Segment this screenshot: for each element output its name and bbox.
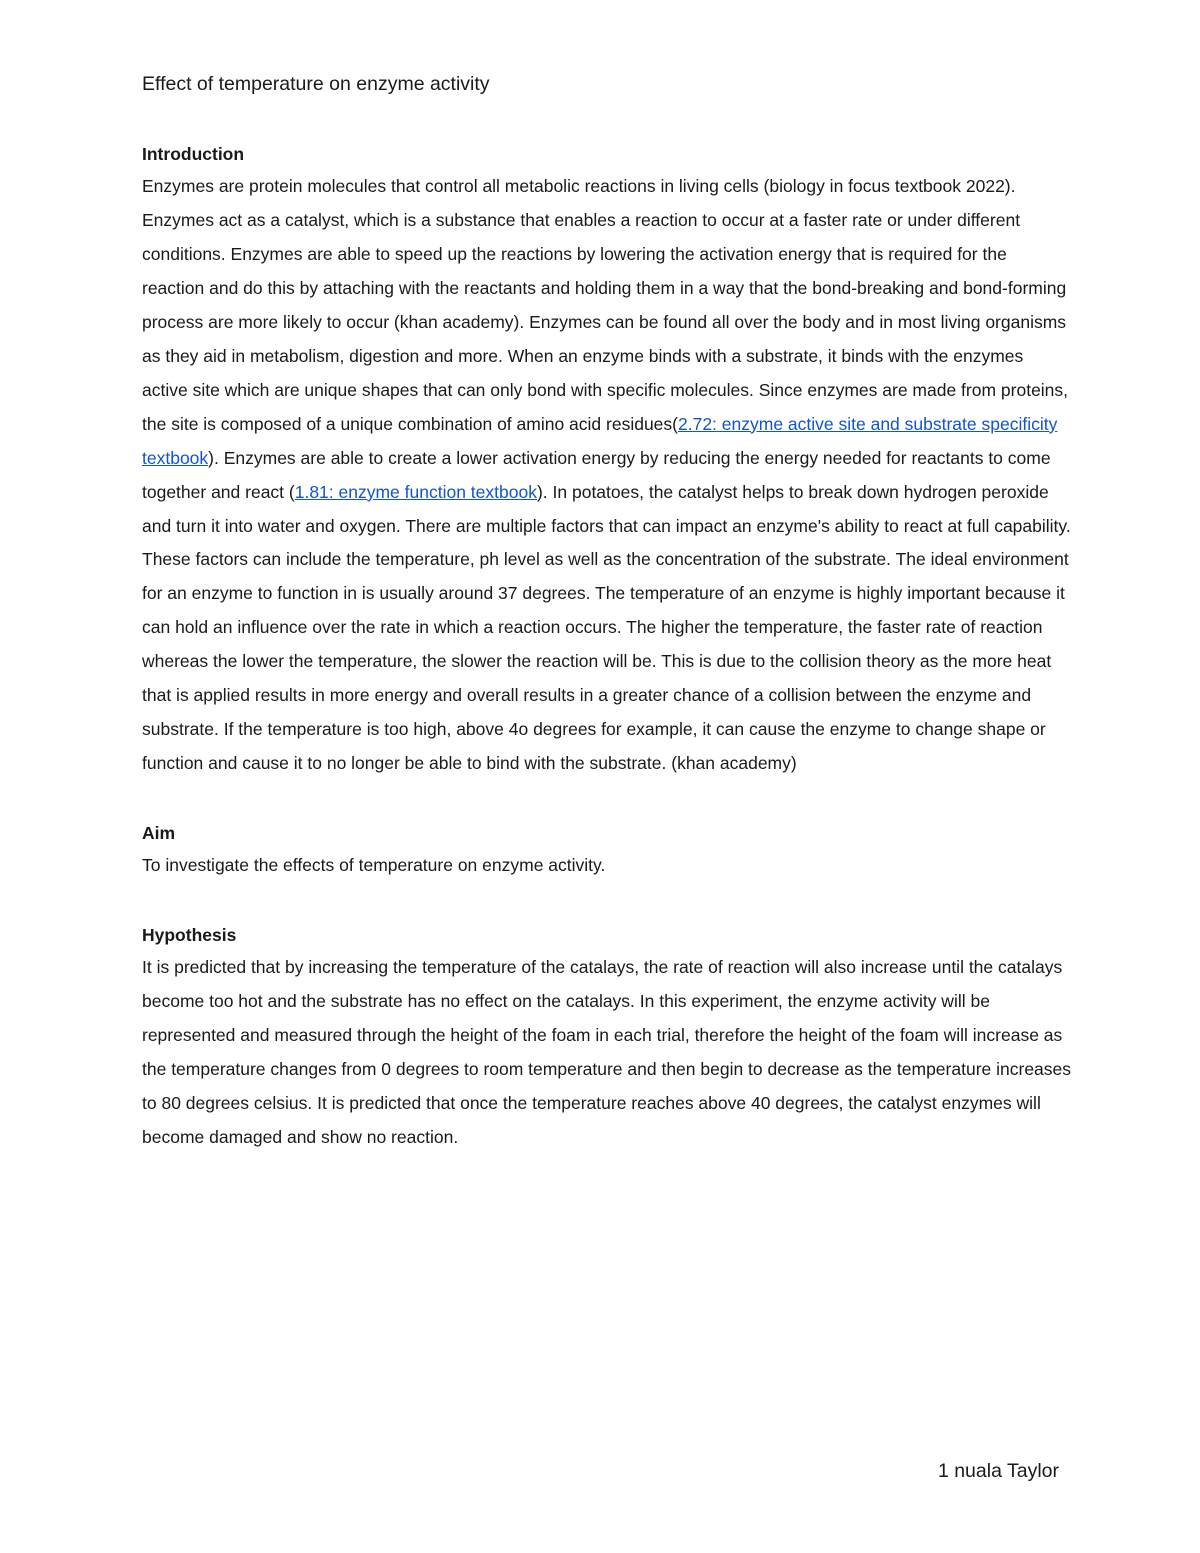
document-title: Effect of temperature on enzyme activity (142, 73, 490, 95)
aim-section (142, 815, 1072, 883)
section-spacer (142, 781, 1072, 815)
section-spacer (142, 883, 1072, 917)
introduction-text-part-3: ). In potatoes, the catalyst helps to break down hydrogen peroxide and turn it into water and oxygen. There are multiple factors that can impact an enzyme's ability to react at full capability. These factors can include the temperature, ph level as well as the concentration of the substrate. The ideal environment for an enzyme to function in is usually around 37 degrees. The temperature of an enzyme is highly important because it can hold an influence over the rate in which a reaction occurs. The higher the temperature, the faster rate of reaction whereas the lower the temperature, the slower the reaction will be. This is due to the collision theory as the more heat that is applied results in more energy and overall results in a greater chance of a collision between the enzyme and substrate. If the temperature is too high, above 4o degrees for example, it can cause the enzyme to change shape or function and cause it to no longer be able to bind with the substrate. (khan academy) (142, 481, 1071, 774)
introduction-paragraph (142, 170, 1072, 781)
hypothesis-section (142, 917, 1072, 1155)
hypothesis-heading: Hypothesis (142, 925, 237, 946)
introduction-text-part-2: ). Enzymes are able to create a lower activation energy by reducing the energy needed for reactants to come together and react ( (142, 447, 1051, 502)
aim-paragraph: To investigate the effects of temperature on enzyme activity. (142, 855, 606, 876)
page-footer: 1 nuala Taylor (937, 1460, 1059, 1482)
hypothesis-paragraph: It is predicted that by increasing the temperature of the catalays, the rate of reaction will also increase until the catalays become too hot and the substrate has no effect on the catalays. In this experiment, the enzyme activity will be represented and measured through the height of the foam in each trial, therefore the height of the foam will increase as the temperature changes from 0 degrees to room temperature and then begin to decrease as the temperature increases to 80 degrees celsius. It is predicted that once the temperature reaches above 40 degrees, the catalyst enzymes will become damaged and show no reaction. (142, 957, 1072, 1147)
introduction-heading: Introduction (142, 144, 245, 164)
document-body (142, 68, 1072, 1155)
enzyme-active-site-textbook-link[interactable]: 2.72: enzyme active site and substrate specificity textbook (142, 413, 1058, 468)
aim-heading: Aim (142, 823, 176, 844)
enzyme-function-textbook-link[interactable]: 1.81: enzyme function textbook (294, 481, 537, 502)
introduction-text-part-1: Enzymes are protein molecules that control all metabolic reactions in living cells (biology in focus textbook 2022). Enzymes act as a catalyst, which is a substance that enables a reaction to occur at a faster rate or under different conditions. Enzymes are able to speed up the reactions by lowering the activation energy that is required for the reaction and do this by attaching with the reactants and holding them in a way that the bond-breaking and bond-forming process are more likely to occur (khan academy). Enzymes can be found all over the body and in most living organisms as they aid in metabolism, digestion and more. When an enzyme binds with a substrate, it binds with the enzymes active site which are unique shapes that can only bond with specific molecules. Since enzymes are made from proteins, the site is composed of a unique combination of amino acid residues( (142, 176, 1069, 434)
introduction-section (142, 136, 1072, 781)
